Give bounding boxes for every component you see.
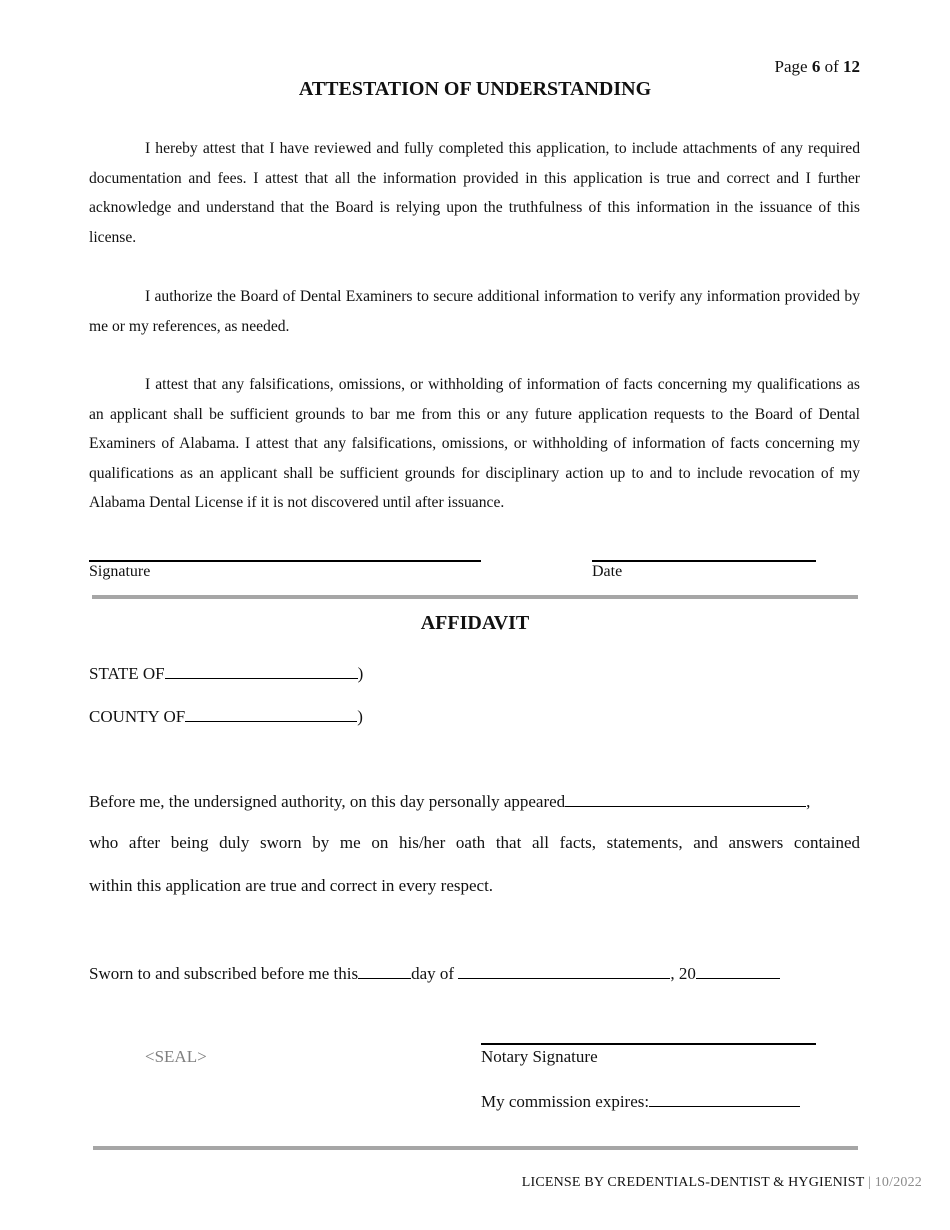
subscribed-row	[89, 962, 780, 984]
appeared-row	[89, 790, 810, 812]
signature-line[interactable]	[89, 560, 481, 562]
affidavit-title: AFFIDAVIT	[420, 612, 530, 634]
year-blank[interactable]	[696, 962, 780, 979]
county-close-paren: )	[357, 707, 363, 726]
footer-divider	[93, 1146, 858, 1150]
page-current: 6	[811, 57, 821, 76]
attestation-paragraph-3: I attest that any falsifications, omissions, or withholding of information of facts concerning my qualifications as an applicant shall be sufficient grounds to bar me from this or any future application requests to the Board of Dental Examiners of Alabama. I attest that any falsifications, omissions, or withholding of information of facts concerning my qualifications as an applicant shall be sufficient grounds for disciplinary action up to and to include revocation of my Alabama Dental License if it is not discovered until after issuance.	[89, 376, 860, 511]
commission-blank[interactable]	[649, 1090, 800, 1107]
month-blank[interactable]	[458, 962, 670, 979]
appeared-text: Before me, the undersigned authority, on this day personally appeared	[89, 792, 566, 811]
within-line: within this application are true and correct in every respect.	[89, 876, 494, 895]
notary-signature-line[interactable]	[481, 1043, 816, 1045]
state-of-row	[89, 662, 363, 684]
page-prefix: Page	[774, 57, 808, 76]
footer	[522, 1175, 922, 1191]
subscribed-prefix: Sworn to and subscribed before me this	[89, 964, 359, 983]
seal-placeholder: <SEAL>	[145, 1047, 207, 1066]
page-total: 12	[843, 57, 860, 76]
day-of-label: day of	[411, 964, 455, 983]
footer-revision: 10/2022	[874, 1175, 922, 1190]
date-label: Date	[592, 563, 623, 580]
notary-signature-label: Notary Signature	[481, 1047, 598, 1066]
state-of-label: STATE OF	[89, 664, 165, 683]
commission-row	[481, 1090, 800, 1112]
year-prefix: , 20	[670, 964, 696, 983]
county-of-row	[89, 705, 363, 727]
sworn-line: who after being duly sworn by me on his/her oath that all facts, statements, and answers contained	[89, 833, 860, 852]
county-of-blank[interactable]	[185, 705, 357, 722]
attestation-paragraph-2: I authorize the Board of Dental Examiners to secure additional information to verify any information provided by me or my references, as needed.	[89, 288, 860, 335]
page-of: of	[824, 57, 839, 76]
footer-form-name: LICENSE BY CREDENTIALS-DENTIST & HYGIENIST	[521, 1175, 865, 1190]
day-blank[interactable]	[358, 962, 411, 979]
appeared-comma: ,	[806, 792, 811, 811]
section-divider	[92, 595, 858, 599]
state-close-paren: )	[357, 664, 364, 683]
signature-label: Signature	[89, 563, 151, 580]
date-line[interactable]	[592, 560, 816, 562]
footer-separator: |	[867, 1175, 871, 1190]
attestation-paragraph-1: I hereby attest that I have reviewed and fully completed this application, to include attachments of any required documentation and fees. I attest that all the information provided in this application is true and correct and I further acknowledge and understand that the Board is relying upon the truthfulness of this information in the issuance of this license.	[89, 140, 860, 246]
commission-label: My commission expires:	[481, 1092, 650, 1111]
appeared-name-blank[interactable]	[565, 790, 806, 807]
attestation-title: ATTESTATION OF UNDERSTANDING	[298, 78, 652, 100]
state-of-blank[interactable]	[165, 662, 358, 679]
county-of-label: COUNTY OF	[89, 707, 186, 726]
page-number	[775, 57, 860, 77]
